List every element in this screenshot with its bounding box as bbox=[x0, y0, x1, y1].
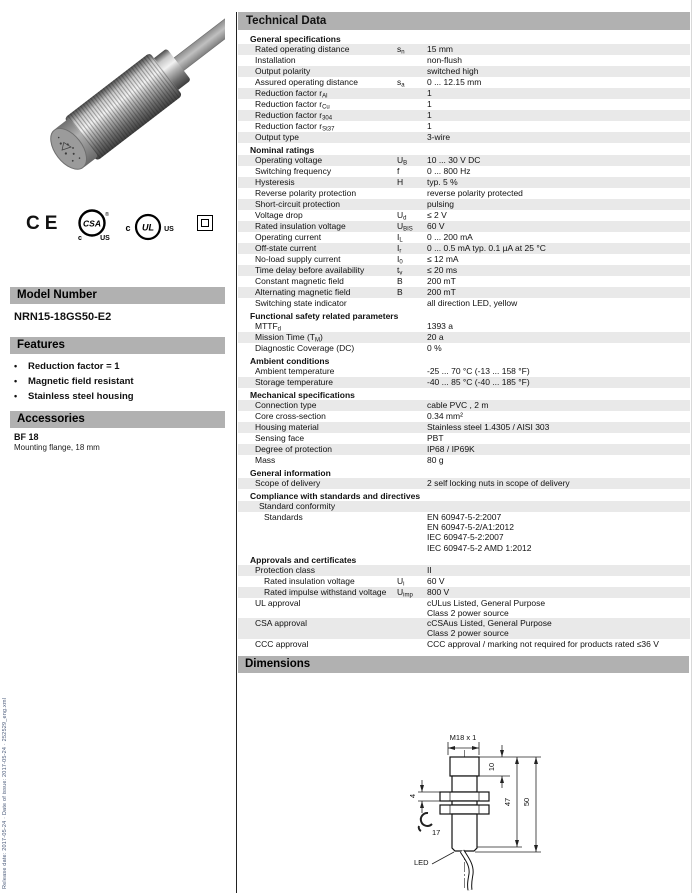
spec-label: Reduction factor $r_{Cu}$ bbox=[255, 99, 330, 111]
spec-value: II bbox=[427, 564, 432, 575]
spec-value: 800 V bbox=[427, 586, 450, 597]
spec-label: Rated operating distance bbox=[255, 44, 350, 54]
spec-symbol: $I_0$ bbox=[397, 254, 403, 266]
spec-value: cable PVC , 2 m bbox=[427, 400, 489, 410]
feature-text: Magnetic field resistant bbox=[28, 376, 134, 387]
spec-value: 60 V bbox=[427, 221, 445, 231]
spec-row bbox=[238, 132, 690, 143]
spec-row bbox=[238, 55, 690, 66]
spec-symbol: B bbox=[397, 287, 403, 297]
spec-value: typ. 5 % bbox=[427, 177, 458, 187]
spec-label: Diagnostic Coverage (DC) bbox=[255, 343, 355, 353]
spec-row bbox=[238, 478, 690, 489]
spec-row bbox=[238, 400, 690, 411]
spec-label: Switching state indicator bbox=[255, 298, 347, 308]
bullet-icon: • bbox=[14, 361, 18, 371]
spec-row bbox=[238, 287, 690, 298]
accessories-header: Accessories bbox=[10, 411, 225, 428]
spec-label: CCC approval bbox=[255, 638, 309, 649]
product-photo bbox=[10, 2, 225, 198]
spec-value: IP68 / IP69K bbox=[427, 444, 475, 454]
spec-value: 0.34 mm² bbox=[427, 411, 463, 421]
spec-value: ≤ 12 mA bbox=[427, 254, 459, 264]
accessory-name: BF 18 bbox=[14, 432, 39, 442]
technical-data-table bbox=[238, 32, 690, 650]
dim-50-label: 50 bbox=[522, 797, 531, 807]
svg-text:CSA: CSA bbox=[83, 218, 101, 229]
svg-text:US: US bbox=[100, 235, 110, 242]
spec-row bbox=[238, 343, 690, 354]
spec-value: non-flush bbox=[427, 55, 462, 65]
spec-row bbox=[238, 565, 690, 576]
sensor-photo-body bbox=[41, 2, 225, 178]
feature-item bbox=[14, 374, 219, 389]
svg-text:c: c bbox=[78, 235, 82, 242]
spec-row bbox=[238, 433, 690, 444]
spec-label: UL approval bbox=[255, 597, 301, 608]
wrench-icon bbox=[419, 813, 432, 831]
spec-symbol: $s_a$ bbox=[397, 77, 405, 89]
dim-47-label: 47 bbox=[503, 797, 512, 807]
spec-label: $MTTF_d$ bbox=[255, 321, 282, 333]
spec-value: ≤ 20 ms bbox=[427, 265, 458, 275]
cable-line bbox=[462, 851, 471, 890]
spec-symbol: $U_{imp}$ bbox=[397, 586, 413, 599]
cul-mark bbox=[122, 212, 178, 242]
spec-value: all direction LED, yellow bbox=[427, 298, 518, 308]
spec-row bbox=[238, 587, 690, 598]
spec-value: 3-wire bbox=[427, 132, 451, 142]
model-number-value: NRN15-18GS50-E2 bbox=[14, 311, 112, 323]
spec-symbol: $U_B$ bbox=[397, 155, 408, 167]
spec-label: Reduction factor $r_{304}$ bbox=[255, 110, 333, 122]
spec-value: pulsing bbox=[427, 199, 454, 209]
csa-mark bbox=[72, 207, 116, 243]
spec-value: Stainless steel 1.4305 / AISI 303 bbox=[427, 422, 550, 432]
spec-row bbox=[238, 221, 690, 232]
spec-value: 20 a bbox=[427, 332, 444, 342]
spec-row bbox=[238, 155, 690, 166]
spec-label: Alternating magnetic field bbox=[255, 287, 351, 297]
spec-value: 10 ... 30 V DC bbox=[427, 155, 481, 165]
features-header: Features bbox=[10, 337, 225, 354]
spec-label: Rated insulation voltage bbox=[264, 575, 355, 586]
svg-text:c: c bbox=[125, 223, 131, 233]
spec-label: Standards bbox=[264, 512, 303, 522]
spec-value: 200 mT bbox=[427, 287, 456, 297]
spec-value: 200 mT bbox=[427, 276, 456, 286]
sensor-outline bbox=[440, 757, 489, 851]
spec-value: switched high bbox=[427, 66, 479, 76]
section-header: Mechanical specifications bbox=[250, 390, 355, 400]
column-divider bbox=[236, 12, 237, 893]
thread-size-label: M18 x 1 bbox=[449, 733, 477, 742]
spec-value: 1 bbox=[427, 88, 432, 98]
spec-row bbox=[238, 276, 690, 287]
spec-value: 0 ... 800 Hz bbox=[427, 166, 471, 176]
led-leader-line bbox=[432, 852, 454, 864]
spec-label: Mass bbox=[255, 455, 276, 465]
spec-row bbox=[238, 576, 690, 587]
spec-value: 1 bbox=[427, 99, 432, 109]
feature-item bbox=[14, 389, 219, 404]
spec-row bbox=[238, 243, 690, 254]
spec-value: cCSAus Listed, General Purpose Class 2 power source bbox=[427, 618, 552, 639]
spec-label: Off-state current bbox=[255, 243, 317, 253]
spec-row bbox=[238, 88, 690, 99]
spec-value: 80 g bbox=[427, 455, 444, 465]
spec-label: Reverse polarity protection bbox=[255, 188, 357, 198]
svg-text:®: ® bbox=[104, 212, 110, 218]
spec-row bbox=[238, 411, 690, 422]
spec-symbol: $I_L$ bbox=[397, 232, 403, 244]
section-header: General information bbox=[250, 468, 331, 478]
svg-text:UL: UL bbox=[142, 222, 154, 233]
spec-symbol: H bbox=[397, 177, 404, 187]
spec-label: Installation bbox=[255, 55, 296, 65]
spec-value: 0 ... 0.5 mA typ. 0.1 µA at 25 °C bbox=[427, 243, 546, 253]
spec-label: Time delay before availability bbox=[255, 265, 365, 275]
spec-row bbox=[238, 99, 690, 110]
section-header: General specifications bbox=[250, 34, 341, 44]
feature-text: Reduction factor = 1 bbox=[28, 361, 120, 372]
svg-text:US: US bbox=[164, 226, 174, 233]
spec-symbol: $t_v$ bbox=[397, 265, 403, 277]
spec-label: Housing material bbox=[255, 422, 319, 432]
spec-symbol: f bbox=[397, 166, 400, 176]
spec-row bbox=[238, 512, 690, 553]
spec-row bbox=[238, 618, 690, 638]
spec-label: Switching frequency bbox=[255, 166, 332, 176]
spec-row bbox=[238, 598, 690, 618]
spec-value: CCC approval / marking not required for products rated ≤36 V bbox=[427, 638, 659, 649]
spec-value: 15 mm bbox=[427, 44, 453, 54]
spec-value: 0 ... 12.15 mm bbox=[427, 77, 482, 87]
spec-label: CSA approval bbox=[255, 618, 307, 629]
spec-row bbox=[238, 366, 690, 377]
spec-label: Hysteresis bbox=[255, 177, 295, 187]
edge-side-note: Release date: 2017-05-24 · Date of issue: 2017-05-24 · 252529_eng.xml bbox=[2, 697, 8, 889]
feature-text: Stainless steel housing bbox=[28, 391, 134, 402]
spec-value: -25 ... 70 °C (-13 ... 158 °F) bbox=[427, 366, 530, 376]
spec-row bbox=[238, 377, 690, 388]
dimension-drawing bbox=[238, 668, 690, 893]
bullet-icon: • bbox=[14, 376, 18, 386]
spec-value: 2 self locking nuts in scope of delivery bbox=[427, 478, 570, 488]
spec-value: ≤ 2 V bbox=[427, 210, 447, 220]
spec-label: Voltage drop bbox=[255, 210, 303, 220]
spec-row bbox=[238, 321, 690, 332]
spec-label: Ambient temperature bbox=[255, 366, 335, 376]
spec-label: Scope of delivery bbox=[255, 478, 321, 488]
spec-label: Core cross-section bbox=[255, 411, 326, 421]
spec-row bbox=[238, 77, 690, 88]
spec-label: Rated impulse withstand voltage bbox=[264, 586, 387, 597]
spec-row bbox=[238, 188, 690, 199]
spec-symbol: $s_n$ bbox=[397, 44, 405, 56]
ce-mark: CE bbox=[26, 213, 63, 234]
spec-label: Connection type bbox=[255, 400, 317, 410]
spec-label: Storage temperature bbox=[255, 377, 333, 387]
spec-row bbox=[238, 455, 690, 466]
spec-label: Degree of protection bbox=[255, 444, 333, 454]
spec-row bbox=[238, 254, 690, 265]
spec-label: Assured operating distance bbox=[255, 77, 359, 87]
spec-row bbox=[238, 501, 690, 512]
spec-row bbox=[238, 422, 690, 433]
spec-row bbox=[238, 199, 690, 210]
section-header: Compliance with standards and directives bbox=[250, 491, 421, 501]
spec-value: EN 60947-5-2:2007 EN 60947-5-2/A1:2012 IEC 60947-5-2:2007 IEC 60947-5-2 AMD 1:2012 bbox=[427, 512, 532, 553]
technical-data-panel bbox=[238, 12, 690, 650]
section-header: Approvals and certificates bbox=[250, 554, 357, 565]
spec-value: 1 bbox=[427, 110, 432, 120]
spec-row bbox=[238, 210, 690, 221]
accessory-desc: Mounting flange, 18 mm bbox=[14, 443, 100, 452]
feature-item bbox=[14, 359, 219, 374]
spec-label: Operating current bbox=[255, 232, 322, 242]
spec-value: 0 % bbox=[427, 343, 442, 353]
spec-label: Mission Time $(T_M)$ bbox=[255, 332, 323, 344]
spec-row bbox=[238, 639, 690, 650]
spec-label: Output type bbox=[255, 132, 299, 142]
spec-row bbox=[238, 298, 690, 309]
dim-10-label: 10 bbox=[487, 762, 496, 772]
spec-value: 60 V bbox=[427, 575, 445, 586]
spec-symbol: $U_i$ bbox=[397, 575, 405, 588]
protection-class2-icon bbox=[197, 215, 213, 231]
spec-value: 1 bbox=[427, 121, 432, 131]
spec-row bbox=[238, 44, 690, 55]
section-header: Functional safety related parameters bbox=[250, 311, 399, 321]
spec-row bbox=[238, 166, 690, 177]
spec-label: Short-circuit protection bbox=[255, 199, 341, 209]
spec-label: Rated insulation voltage bbox=[255, 221, 346, 231]
spec-value: 1393 a bbox=[427, 321, 453, 331]
spec-row bbox=[238, 265, 690, 276]
model-number-header: Model Number bbox=[10, 287, 225, 304]
spec-row bbox=[238, 110, 690, 121]
spec-row bbox=[238, 444, 690, 455]
spec-row bbox=[238, 332, 690, 343]
spec-value: 0 ... 200 mA bbox=[427, 232, 473, 242]
spec-label: Reduction factor $r_{Al}$ bbox=[255, 88, 328, 100]
spec-label: Output polarity bbox=[255, 66, 311, 76]
certification-row bbox=[10, 206, 225, 244]
led-label: LED bbox=[414, 858, 429, 867]
spec-row bbox=[238, 66, 690, 77]
spec-symbol: B bbox=[397, 276, 403, 286]
dimensions-header: Dimensions bbox=[238, 656, 689, 673]
spec-label: Operating voltage bbox=[255, 155, 323, 165]
spec-label: Protection class bbox=[255, 564, 315, 575]
wrench-size-label: 17 bbox=[432, 828, 441, 837]
spec-label: Standard conformity bbox=[259, 501, 336, 511]
spec-value: -40 ... 85 °C (-40 ... 185 °F) bbox=[427, 377, 530, 387]
spec-label: Constant magnetic field bbox=[255, 276, 344, 286]
spec-row bbox=[238, 121, 690, 132]
dim-4-label: 4 bbox=[408, 793, 417, 799]
features-list bbox=[14, 359, 219, 404]
spec-symbol: $I_r$ bbox=[397, 243, 402, 255]
spec-row bbox=[238, 177, 690, 188]
bullet-icon: • bbox=[14, 391, 18, 401]
spec-row bbox=[238, 232, 690, 243]
technical-data-header: Technical Data bbox=[238, 12, 690, 30]
left-column bbox=[10, 0, 225, 893]
spec-value: PBT bbox=[427, 433, 444, 443]
spec-value: cULus Listed, General Purpose Class 2 power source bbox=[427, 597, 546, 619]
section-header: Nominal ratings bbox=[250, 145, 315, 155]
spec-symbol: $U_{BIS}$ bbox=[397, 221, 413, 233]
spec-label: Sensing face bbox=[255, 433, 305, 443]
section-header: Ambient conditions bbox=[250, 356, 330, 366]
spec-value: reverse polarity protected bbox=[427, 188, 523, 198]
spec-label: Reduction factor $r_{St37}$ bbox=[255, 121, 335, 133]
spec-label: No-load supply current bbox=[255, 254, 341, 264]
spec-symbol: $U_d$ bbox=[397, 210, 407, 222]
